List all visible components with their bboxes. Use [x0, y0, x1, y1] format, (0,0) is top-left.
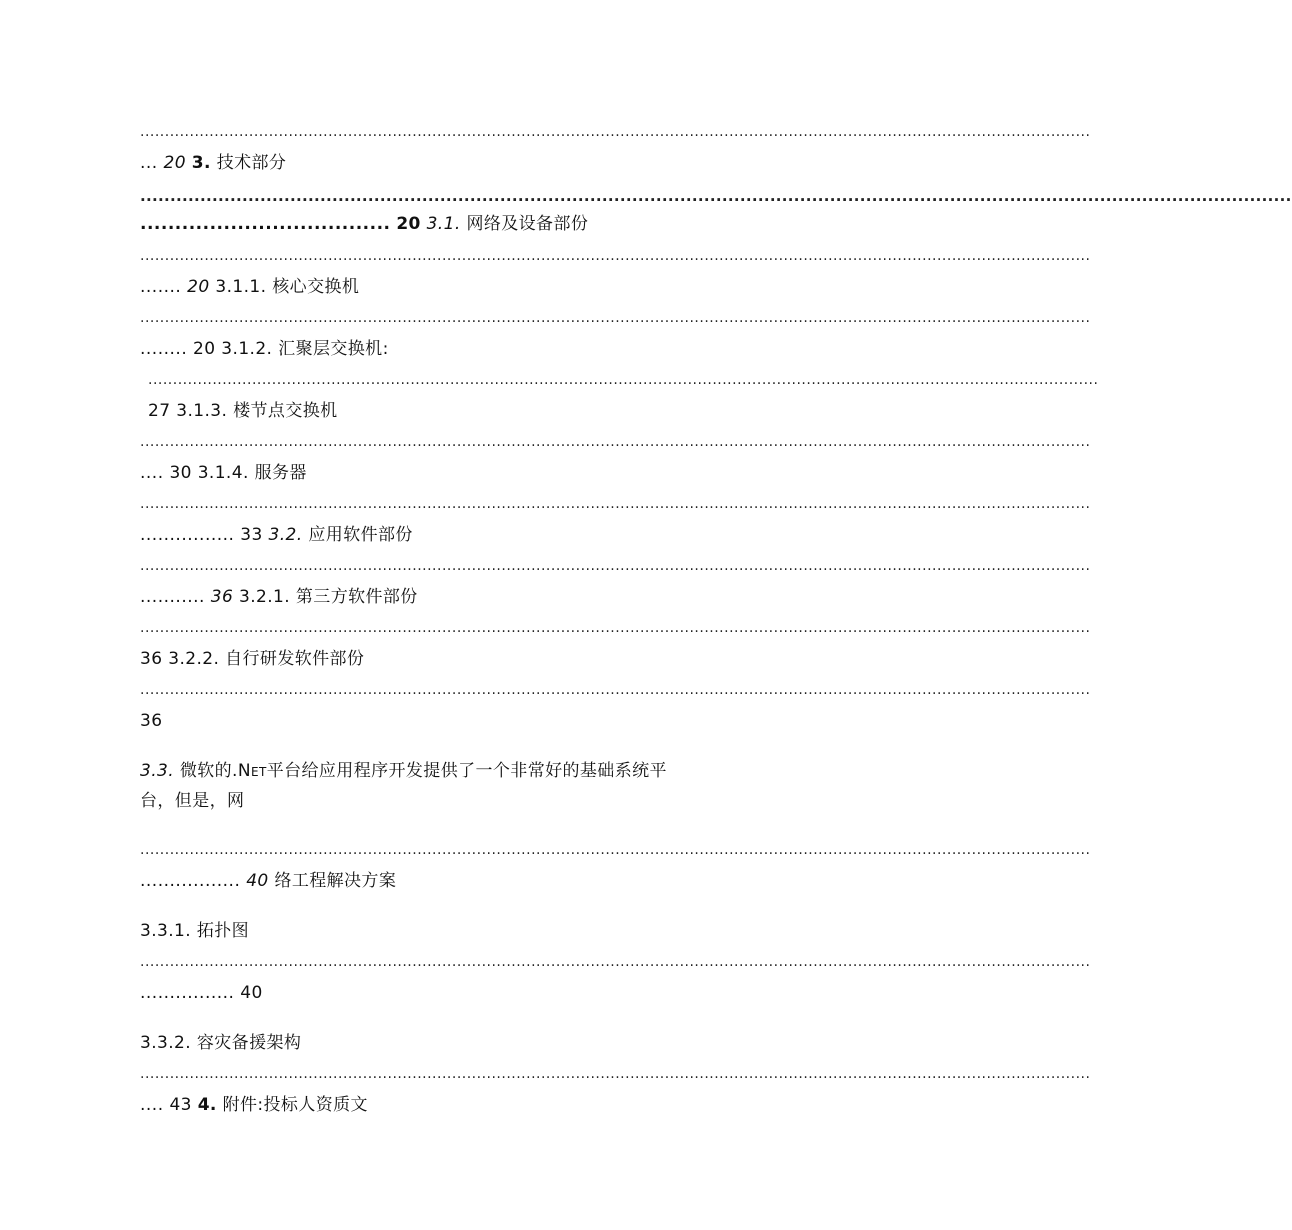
toc-entry-4[interactable] [140, 1094, 368, 1116]
dot-leader: ........... [140, 587, 205, 607]
section-title: 服务器 [254, 463, 307, 483]
dot-leader: ................................................................................................................................................................................................ [140, 842, 1091, 858]
toc-entry-3-1-2[interactable] [140, 338, 389, 360]
dot-leader: ................................................................................................................................................................................................ [148, 372, 1099, 388]
page-number: 30 [169, 463, 192, 483]
toc-entry-3-1-1[interactable] [140, 276, 359, 298]
section-text: 平台给应用程序开发提供了一个非常好的基础系统平 [266, 761, 667, 781]
page-number: 36 [210, 587, 234, 607]
dot-leader: .... [140, 1095, 164, 1115]
section-number: 3.2.2. [168, 649, 220, 669]
dot-leader: ................ [140, 983, 235, 1003]
section-number: 3. [191, 153, 211, 173]
dot-leader: ................................................................................................................................................................................................ [140, 434, 1091, 450]
page-number: 40 [246, 871, 269, 891]
dot-leader: ........ [140, 339, 188, 359]
dot-leader: ................................................................................................................................................................................................ [140, 248, 1091, 264]
page-number: 20 [163, 153, 186, 173]
section-title: 应用软件部份 [308, 525, 413, 545]
dot-leader: ................................................................................................................................................................................................ [140, 620, 1091, 636]
section-number: 3.3.2. [140, 1033, 192, 1053]
dot-leader: ................................................................................................................................................................................................ [140, 1066, 1091, 1082]
dot-leader: .... [140, 463, 164, 483]
toc-entry-3-3-1-page[interactable] [140, 982, 263, 1004]
section-number: 3.1. [426, 214, 461, 234]
section-number: 3.1.4. [197, 463, 249, 483]
dot-leader: ................................................................................................................................................................................................ [140, 124, 1091, 140]
dot-leader: ....... [140, 277, 182, 297]
section-text: 台，但是，网 [140, 791, 245, 811]
section-number: 3.1.2. [221, 339, 273, 359]
section-title: 第三方软件部份 [295, 587, 418, 607]
section-number: 3.2.1. [239, 587, 291, 607]
dot-leader: ................................................................................................................................................................................................ [140, 682, 1091, 698]
page-number: 36 [140, 711, 163, 731]
section-title: 拓扑图 [196, 921, 250, 941]
dot-leader: ................. [140, 871, 241, 891]
toc-entry-3-1-3[interactable] [148, 400, 338, 422]
page-number: 20 [187, 277, 210, 297]
section-title: 网络及设备部份 [466, 214, 589, 234]
toc-entry-3-3-page[interactable] [140, 870, 396, 892]
section-number: 3.1.1. [215, 277, 267, 297]
dot-leader: ................................................................................................................................................................................................ [140, 954, 1091, 970]
toc-entry-3-2-1[interactable] [140, 586, 418, 608]
page-number: 33 [240, 525, 263, 545]
section-title: 技术部分 [216, 153, 287, 173]
page-number: 20 [396, 214, 421, 234]
toc-entry-3-2-2[interactable] [140, 648, 364, 670]
section-title: 楼节点交换机 [233, 401, 338, 421]
dot-leader: ................................................................................................................................................................................................ [140, 558, 1091, 574]
section-title: 附件:投标人资质文 [222, 1095, 368, 1115]
page-number: 36 [140, 649, 163, 669]
section-number: 3.1.3. [176, 401, 228, 421]
toc-entry-3-3-2[interactable] [140, 1032, 301, 1054]
toc-entry-3-3-1[interactable] [140, 920, 249, 942]
section-text-smallcaps: ET [250, 765, 267, 779]
toc-entry-3[interactable] [140, 152, 286, 174]
dot-leader: ................................................................................................................................................................................................ [140, 310, 1091, 326]
section-title: 核心交换机 [272, 277, 360, 297]
page-number: 27 [148, 401, 171, 421]
dot-leader: ................................................................................................................................................................................................ [140, 187, 1292, 205]
page-number: 43 [169, 1095, 192, 1115]
section-number: 3.3. [140, 761, 175, 781]
dot-leader: ................ [140, 525, 235, 545]
toc-entry-3-2[interactable] [140, 524, 413, 546]
dot-leader: ... [140, 153, 158, 173]
section-number: 4. [197, 1095, 217, 1115]
toc-entry-3-3[interactable] [140, 760, 667, 783]
section-text: 微软的.N [179, 761, 251, 781]
toc-entry-3-3-line2 [140, 790, 244, 812]
dot-leader: ................................................................................................................................................................................................ [140, 496, 1091, 512]
section-number: 3.2. [268, 525, 303, 545]
page-number: 20 [193, 339, 216, 359]
section-title: 容灾备援架构 [196, 1033, 302, 1053]
dot-leader: .................................... [140, 214, 391, 234]
section-title: 络工程解决方案 [274, 871, 397, 891]
toc-entry-3-1-4[interactable] [140, 462, 307, 484]
page-number: 40 [240, 983, 263, 1003]
section-title: 自行研发软件部份 [225, 649, 365, 669]
section-title: 汇聚层交换机: [278, 339, 389, 359]
section-number: 3.3.1. [140, 921, 192, 941]
toc-entry-page[interactable] [140, 710, 162, 732]
toc-entry-3-1[interactable] [140, 213, 588, 235]
